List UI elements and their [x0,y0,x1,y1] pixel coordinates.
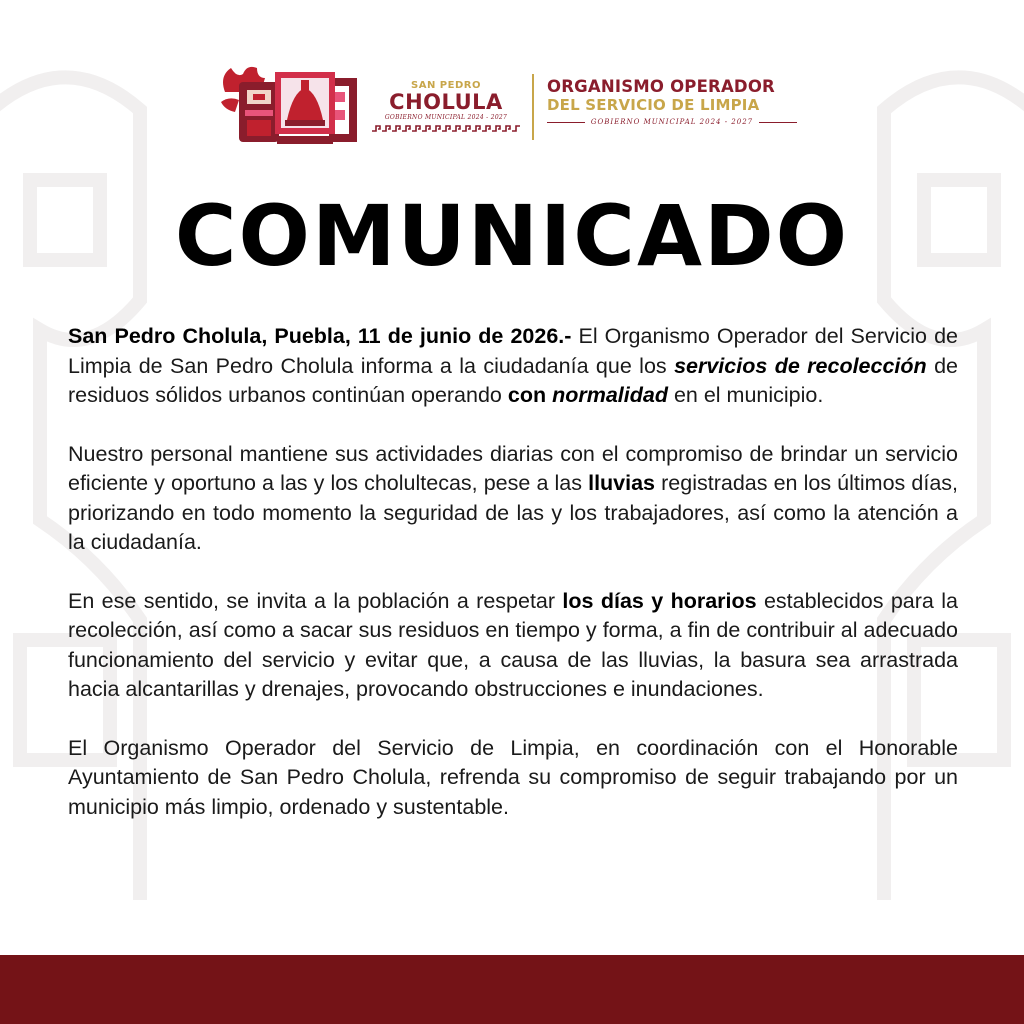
organism-logo [547,77,797,126]
paragraph-1 [68,322,958,411]
text-run: de residuos sólidos urbanos continúan operando [68,353,958,407]
header-divider [532,74,534,140]
municipality-name: CHOLULA [389,90,503,114]
emphasis-normalidad: normalidad [552,383,668,407]
page-title: COMUNICADO [174,187,850,285]
municipality-top-label: SAN PEDRO [411,80,481,91]
cholula-emblem-icon [217,62,363,150]
paragraph-4 [68,734,958,823]
emphasis-con: con [507,383,547,407]
text-run: registradas en los últimos días, priorizando en todo momento la seguridad de las y los trabajadores, así como la atención a la ciudadanía. [68,471,958,554]
text-run: en el municipio. [667,383,824,407]
paragraph-2 [68,440,958,558]
organism-government: GOBIERNO MUNICIPAL 2024 - 2027 [590,118,754,126]
organism-name-line2: DEL SERVICIO DE LIMPIA [547,96,760,114]
emphasis-schedules: los días y horarios [562,588,757,613]
emphasis-lluvias: lluvias [588,471,656,495]
text-run: El Organismo Operador del Servicio de Limpia, en coordinación con el Honorable Ayuntamiento de San Pedro Cholula, refrenda su compromiso de seguir trabajando por un municipio más limpio, ordenado y sustentable. [68,735,958,819]
footer-band [0,955,1024,1024]
text-run: Nuestro personal mantiene sus actividades diarias con el compromiso de brindar un servicio eficiente y oportuno a las y los cholultecas, pese a las [68,441,958,495]
ornament-rule-right [759,122,797,123]
text-run: establecidos para la recolección, así como a sacar sus residuos en tiempo y forma, a fin de contribuir al adecuado funcionamiento del servicio y evitar que, a causa de las lluvias, la basura sea arrastrada hacia alcantarillas y drenajes, provocando obstrucciones e inundaciones. [68,588,958,701]
greek-fret-ornament [372,124,520,132]
emphasis-services: servicios de recolección [674,353,927,378]
organism-name-line1: ORGANISMO OPERADOR [547,77,775,96]
communique-body [68,322,958,851]
header [0,62,1024,152]
municipality-government: GOBIERNO MUNICIPAL 2024 - 2027 [384,114,508,121]
text-run: El Organismo Operador del Servicio de Limpia de San Pedro Cholula informa a la ciudadanía que los [68,324,958,378]
paragraph-3 [68,587,958,705]
municipality-logo [368,80,524,132]
ornament-rule-left [547,122,585,123]
text-run: En ese sentido, se invita a la población a respetar [68,588,563,613]
organism-government-row [547,118,797,126]
dateline: San Pedro Cholula, Puebla, 11 de junio de 2026.- [68,324,572,348]
